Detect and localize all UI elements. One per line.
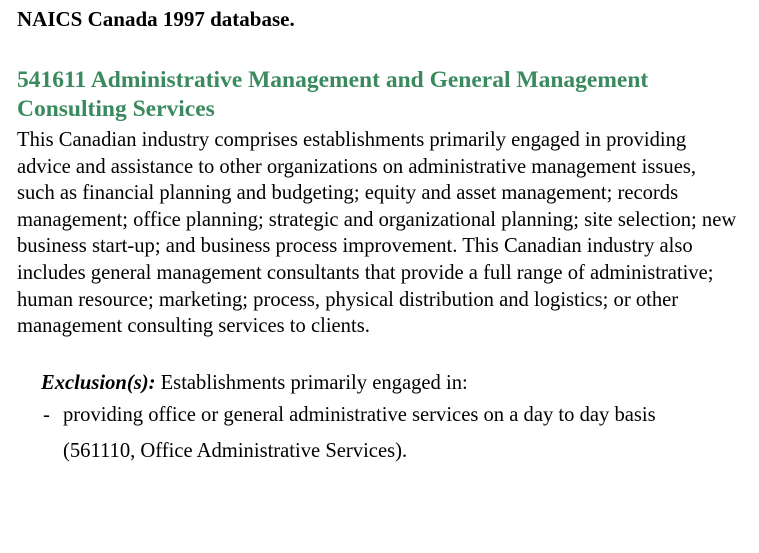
exclusions-label: Exclusion(s): [41, 371, 156, 394]
list-dash: - [43, 403, 50, 426]
exclusions-section [41, 370, 747, 465]
industry-description: This Canadian industry comprises establishments primarily engaged in providing advice and assistance to other organizations on administrative management issues, such as financial planning and budgeting; equity and asset management; records management; office planning; strategic and organizational planning; site selection; new business start-up; and business process improvement. This Canadian industry also includes general management consultants that provide a full range of administrative; human resource; marketing; process, physical distribution and logistics; or other management consulting services to clients. [17, 129, 737, 338]
industry-title: Administrative Management and General Management Consulting Services [17, 67, 649, 122]
naics-document [17, 6, 747, 464]
exclusion-item [41, 402, 703, 429]
exclusion-item-text: providing office or general administrative services on a day to day basis [63, 403, 656, 426]
exclusions-intro-line [41, 370, 747, 396]
database-title: NAICS Canada 1997 database. [17, 7, 295, 31]
exclusion-reference: (561110, Office Administrative Services). [63, 440, 408, 463]
industry-heading [17, 66, 747, 123]
industry-code: 541611 [17, 67, 87, 93]
exclusions-intro: Establishments primarily engaged in: [160, 371, 468, 394]
